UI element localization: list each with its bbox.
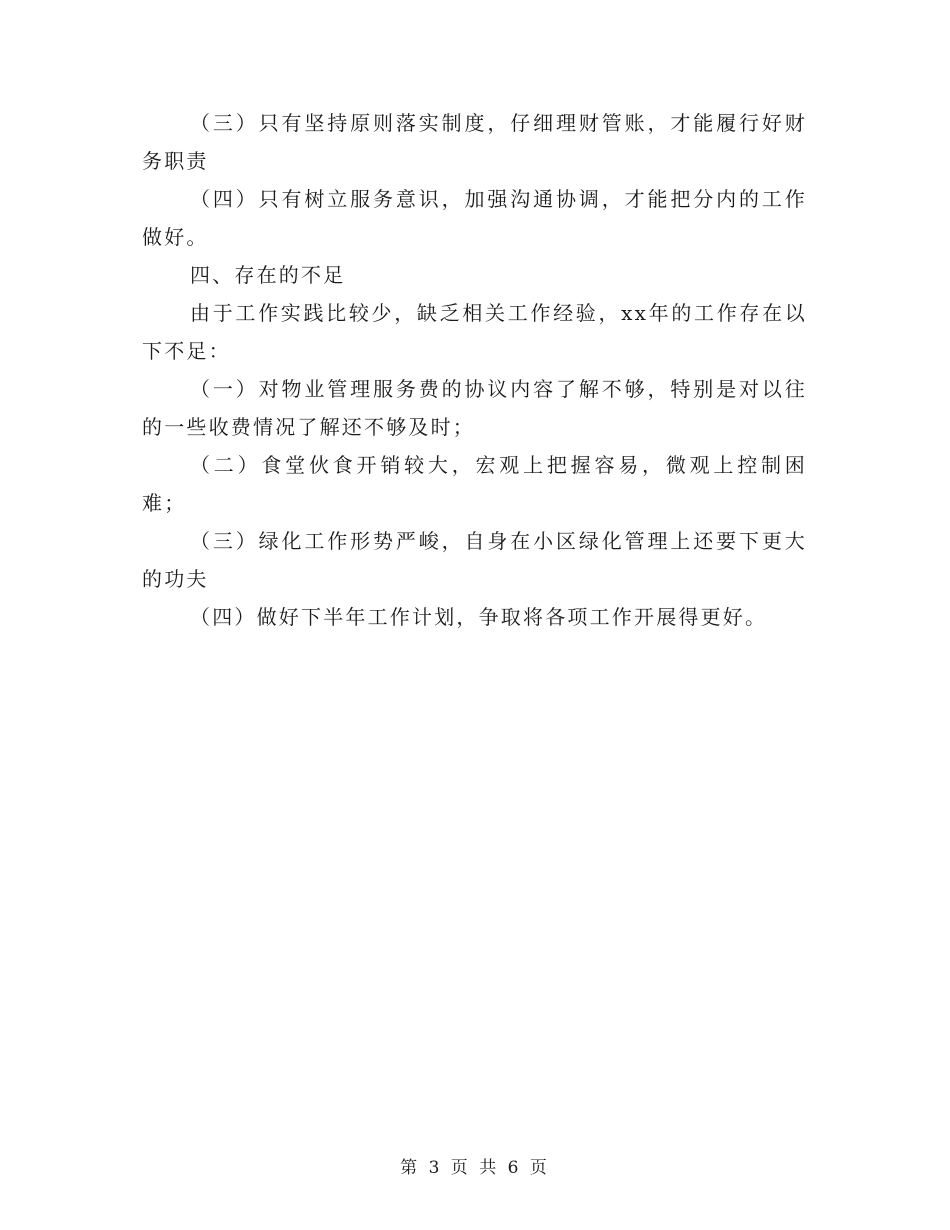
paragraph-greening: （三）绿化工作形势严峻，自身在小区绿化管理上还要下更大的功夫 <box>142 529 807 591</box>
paragraph-service-awareness: （四）只有树立服务意识，加强沟通协调，才能把分内的工作做好。 <box>142 187 807 249</box>
paragraph-shortcomings-intro: 由于工作实践比较少，缺乏相关工作经验，xx年的工作存在以下不足： <box>142 301 807 363</box>
paragraph-canteen-cost: （二）食堂伙食开销较大，宏观上把握容易，微观上控制困难； <box>142 453 807 515</box>
paragraph-work-plan: （四）做好下半年工作计划，争取将各项工作开展得更好。 <box>190 605 768 629</box>
paragraph-property-fee: （一）对物业管理服务费的协议内容了解不够，特别是对以往的一些收费情况了解还不够及时； <box>142 377 807 439</box>
paragraph-finance-duty: （三）只有坚持原则落实制度，仔细理财管账，才能履行好财务职责 <box>142 111 807 173</box>
page-number-footer: 第 3 页 共 6 页 <box>400 1158 550 1178</box>
document-body <box>142 104 807 636</box>
section-heading-shortcomings: 四、存在的不足 <box>190 263 346 287</box>
